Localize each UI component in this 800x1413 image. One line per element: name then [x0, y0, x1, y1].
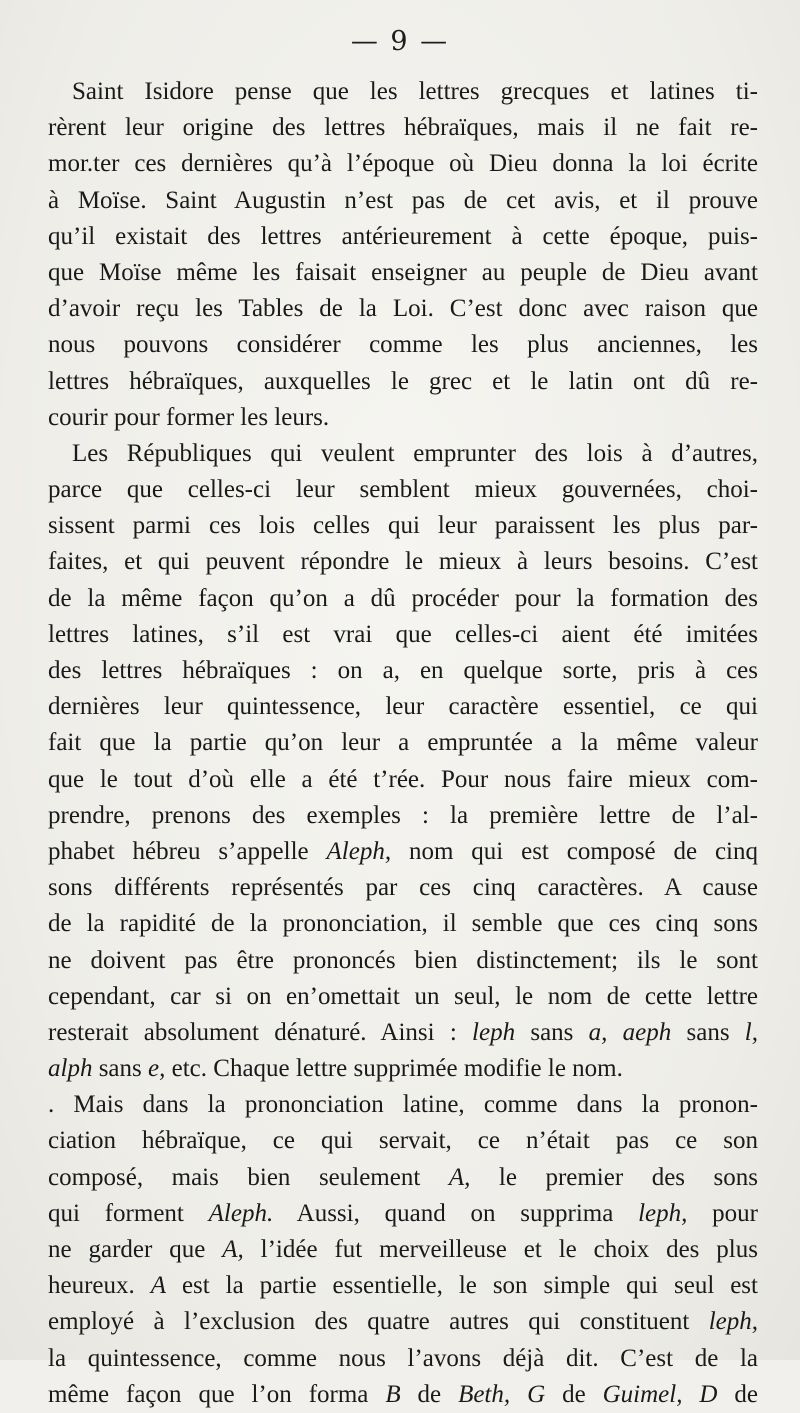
text-run: nom qui est composé de cinq	[391, 837, 758, 865]
italic-text: Aleph,	[326, 837, 392, 865]
text-run: la quintessence, comme nous l’avons déjà dit. C’est de la	[48, 1344, 758, 1372]
italic-text: leph	[472, 1018, 516, 1046]
text-run: sans	[671, 1018, 745, 1046]
text-run: lettres hébraïques, auxquelles le grec et le latin ont dû re-	[48, 367, 758, 395]
text-line	[48, 1196, 758, 1232]
text-run	[510, 1381, 527, 1408]
text-run: qu’il existait des lettres antérieurement à cette époque, puis-	[48, 222, 758, 250]
italic-text: leph,	[708, 1308, 758, 1336]
italic-text: alph	[48, 1055, 93, 1083]
text-run: mor.ter ces dernières qu’à l’époque où Dieu donna la loi écrite	[48, 150, 758, 178]
text-line	[48, 725, 758, 761]
text-run: sissent parmi ces lois celles qui leur paraissent les plus par-	[48, 512, 758, 540]
text-run	[607, 1019, 622, 1046]
text-run: Aussi, quand on supprima	[273, 1199, 639, 1227]
text-line	[48, 979, 758, 1015]
text-run: de la rapidité de la prononciation, il semble que ces cinq sons	[48, 910, 758, 938]
text-run: qui forment	[48, 1199, 209, 1227]
text-line	[48, 943, 758, 979]
text-line	[48, 364, 758, 400]
paragraph	[48, 436, 758, 1087]
italic-text: leph,	[638, 1199, 688, 1227]
text-line	[48, 1160, 758, 1196]
text-line	[48, 1051, 758, 1087]
text-line	[48, 870, 758, 906]
text-line	[48, 110, 758, 146]
text-line	[48, 1377, 758, 1413]
text-run: composé, mais bien seulement	[48, 1163, 449, 1191]
text-run: . Mais dans la prononciation latine, comme dans la pronon-	[48, 1091, 758, 1119]
text-run	[682, 1381, 699, 1408]
text-run: de	[717, 1380, 758, 1408]
text-run: à Moïse. Saint Augustin n’est pas de cet avis, et il prouve	[48, 186, 758, 214]
text-run: heureux.	[48, 1272, 151, 1300]
italic-text: e,	[148, 1055, 166, 1083]
text-run: Les Républiques qui veulent emprunter des lois à d’autres,	[72, 439, 758, 467]
text-line	[48, 1341, 758, 1377]
text-run: que le tout d’où elle a été t’rée. Pour nous faire mieux com-	[48, 765, 758, 793]
text-run: resterait absolument dénaturé. Ainsi :	[48, 1018, 473, 1046]
text-line	[48, 508, 758, 544]
text-run: Saint Isidore pense que les lettres grecques et latines ti-	[72, 78, 758, 105]
text-run: même façon que l’on forma	[48, 1380, 386, 1408]
text-run: prendre, prenons des exemples : la première lettre de l’al-	[48, 801, 758, 829]
text-line	[48, 906, 758, 942]
text-run: lettres latines, s’il est vrai que celles-ci aient été imitées	[48, 620, 758, 648]
text-run: rèrent leur origine des lettres hébraïques, mais il ne fait re-	[48, 114, 758, 142]
text-line	[48, 798, 758, 834]
italic-text: l,	[744, 1018, 758, 1046]
italic-text: G	[527, 1380, 546, 1408]
text-run: phabet hébreu s’appelle	[48, 837, 327, 865]
body-text	[48, 74, 758, 1413]
text-run: dernières leur quintessence, leur caractère essentiel, ce qui	[48, 693, 758, 721]
text-line	[48, 544, 758, 580]
text-run: est la partie essentielle, le son simple qui seul est	[166, 1272, 758, 1300]
italic-text: aeph	[622, 1018, 672, 1046]
text-run: l’idée fut merveilleuse et le choix des plus	[243, 1236, 758, 1263]
italic-text: B	[385, 1380, 401, 1408]
text-run: parce que celles-ci leur semblent mieux gouvernées, choi-	[48, 476, 758, 504]
text-line	[48, 1087, 758, 1123]
text-run: ne doivent pas être prononcés bien distinctement; ils le sont	[48, 946, 758, 974]
text-run: employé à l’exclusion des quatre autres qui constituent	[48, 1308, 709, 1336]
text-line	[48, 1232, 758, 1268]
text-line	[48, 653, 758, 689]
text-line	[48, 291, 758, 327]
text-line	[48, 1123, 758, 1159]
italic-text: Guimel,	[602, 1380, 683, 1408]
text-line	[48, 472, 758, 508]
text-run: le premier des sons	[470, 1163, 758, 1191]
text-run: de la même façon qu’on a dû procéder pour la formation des	[48, 584, 758, 612]
text-run: fait que la partie qu’on leur a empruntée a la même valeur	[48, 729, 758, 757]
text-run: nous pouvons considérer comme les plus anciennes, les	[48, 331, 758, 359]
text-run: de	[400, 1380, 459, 1408]
text-line	[48, 255, 758, 291]
italic-text: Beth,	[458, 1380, 511, 1408]
text-run: sons différents représentés par ces cinq caractères. A cause	[48, 874, 758, 902]
text-run: sans	[515, 1018, 589, 1046]
text-line	[48, 762, 758, 798]
text-run: des lettres hébraïques : on a, en quelque sorte, pris à ces	[48, 657, 758, 684]
text-line	[48, 436, 758, 472]
text-line	[48, 1015, 758, 1051]
text-run: ciation hébraïque, ce qui servait, ce n’était pas ce son	[48, 1127, 758, 1155]
paragraph	[48, 1087, 758, 1413]
text-run: sans	[92, 1055, 149, 1083]
text-line	[48, 1268, 758, 1304]
text-line	[48, 617, 758, 653]
text-run: courir pour former les leurs.	[48, 403, 330, 431]
text-line	[48, 146, 758, 182]
italic-text: A,	[222, 1236, 244, 1263]
text-line	[48, 689, 758, 725]
italic-text: A	[150, 1272, 166, 1300]
text-line	[48, 219, 758, 255]
text-line	[48, 327, 758, 363]
text-line	[48, 400, 758, 436]
italic-text: D	[699, 1380, 718, 1408]
italic-text: A,	[448, 1163, 471, 1191]
text-line	[48, 834, 758, 870]
text-line	[48, 183, 758, 219]
text-run: cependant, car si on en’omettait un seul, le nom de cette lettre	[48, 982, 758, 1010]
text-line	[48, 74, 758, 110]
italic-text: a,	[588, 1018, 608, 1046]
text-run: de	[545, 1380, 603, 1408]
text-run: que Moïse même les faisait enseigner au peuple de Dieu avant	[48, 258, 758, 286]
text-line	[48, 1304, 758, 1340]
page-number: — 9 —	[350, 26, 450, 57]
text-run: pour	[687, 1199, 758, 1227]
text-line	[48, 581, 758, 617]
text-run: ne garder que	[48, 1236, 223, 1263]
paragraph	[48, 74, 758, 436]
text-run: faites, et qui peuvent répondre le mieux à leurs besoins. C’est	[48, 548, 758, 576]
text-run: d’avoir reçu les Tables de la Loi. C’est donc avec raison que	[48, 295, 758, 323]
italic-text: Aleph.	[208, 1199, 274, 1227]
text-run: etc. Chaque lettre supprimée modifie le nom.	[165, 1055, 623, 1083]
